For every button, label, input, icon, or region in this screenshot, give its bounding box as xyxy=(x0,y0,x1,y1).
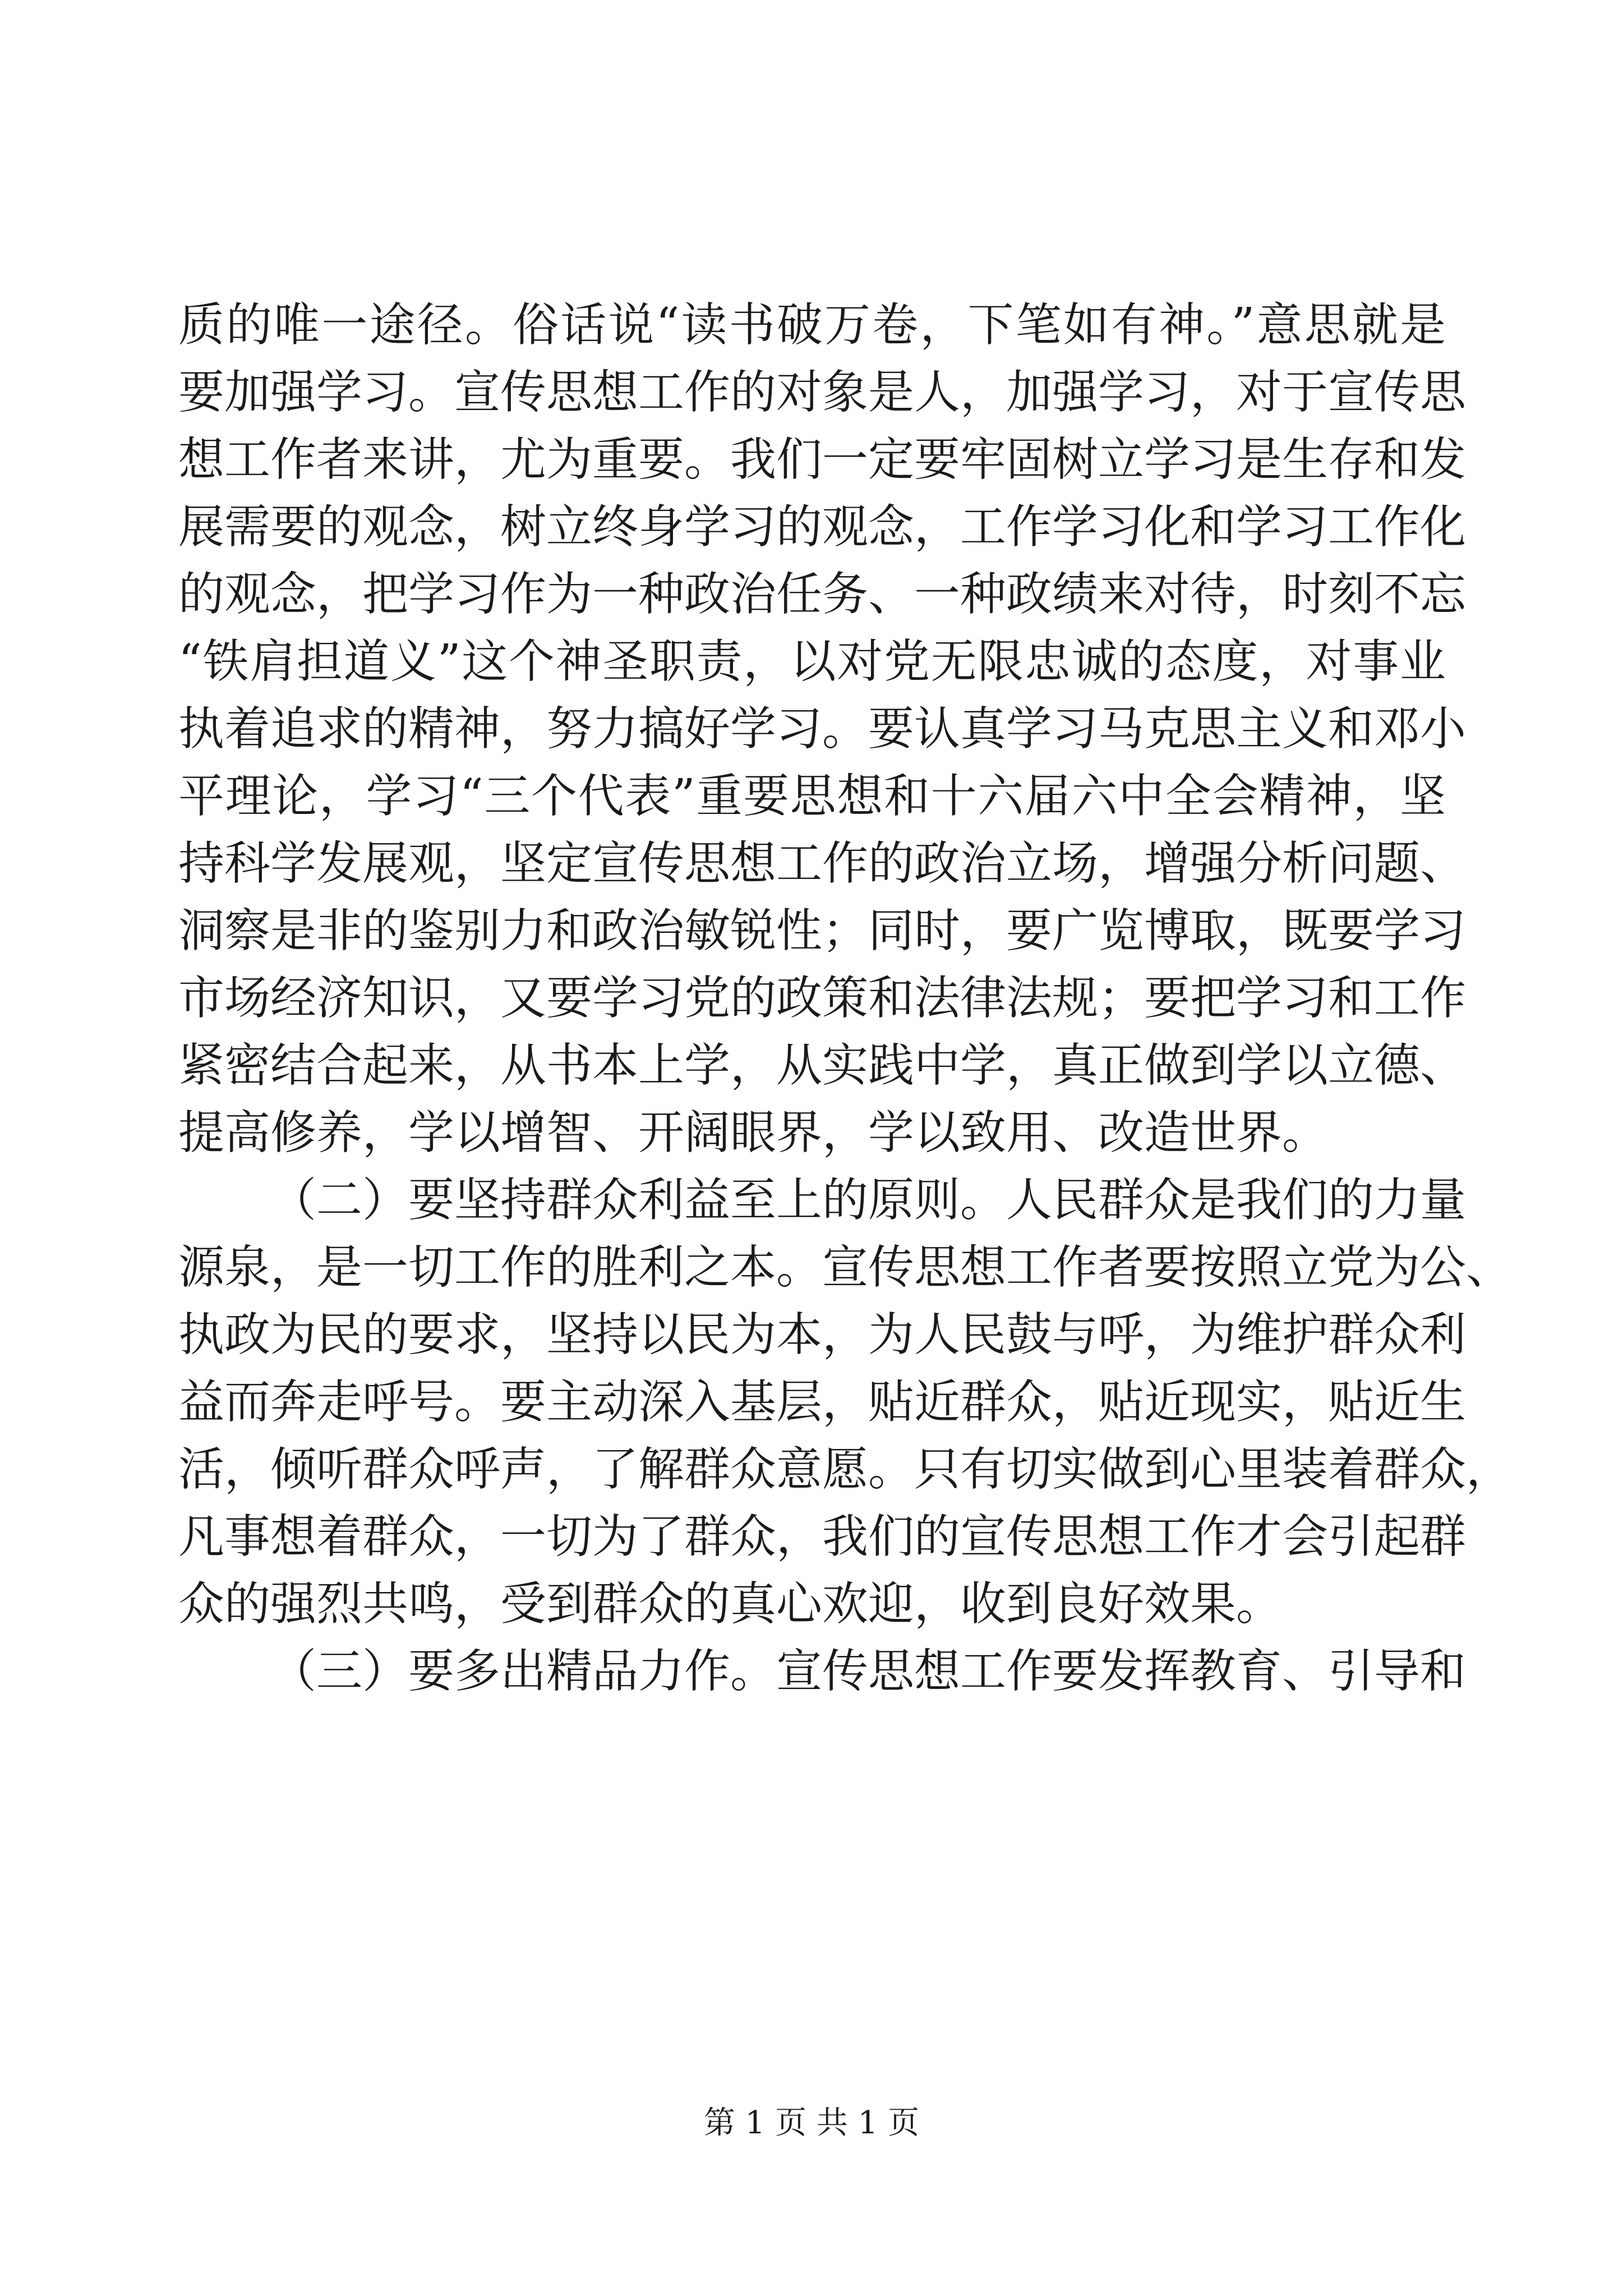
text-line: 市场经济知识，又要学习党的政策和法律法规；要把学习和工作 xyxy=(178,972,1467,1025)
text-line: 质的唯一途径。俗话说“读书破万卷，下笔如有神。”意思就是 xyxy=(178,298,1446,352)
text-line: 提高修养，学以增智、开阔眼界，学以致用、改造世界。 xyxy=(178,1106,1329,1159)
page-footer: 第 1 页 共 1 页 xyxy=(703,2105,920,2141)
text-line: 的观念，把学习作为一种政治任务、一种政绩来对待，时刻不忘 xyxy=(178,568,1467,621)
text-line: 要加强学习。宣传思想工作的对象是人，加强学习，对于宣传思 xyxy=(178,366,1467,419)
text-line: 执政为民的要求，坚持以民为本，为人民鼓与呼，为维护群众利 xyxy=(178,1308,1467,1361)
text-line: 源泉，是一切工作的胜利之本。宣传思想工作者要按照立党为公、 xyxy=(178,1241,1513,1294)
text-line: 益而奔走呼号。要主动深入基层，贴近群众，贴近现实，贴近生 xyxy=(178,1375,1467,1429)
paragraph-heading-line: （二）要坚持群众利益至上的原则。人民群众是我们的力量 xyxy=(270,1174,1467,1227)
text-line: 洞察是非的鉴别力和政治敏锐性；同时，要广览博取，既要学习 xyxy=(178,904,1467,958)
text-line: 活，倾听群众呼声，了解群众意愿。只有切实做到心里装着群众， xyxy=(178,1443,1513,1496)
text-line: 紧密结合起来，从书本上学，从实践中学，真正做到学以立德、 xyxy=(178,1039,1467,1092)
text-line: 持科学发展观，坚定宣传思想工作的政治立场，增强分析问题、 xyxy=(178,837,1467,890)
body-text xyxy=(178,292,1513,1705)
text-line: 展需要的观念，树立终身学习的观念，工作学习化和学习工作化 xyxy=(178,500,1467,554)
text-line: 凡事想着群众，一切为了群众，我们的宣传思想工作才会引起群 xyxy=(178,1510,1467,1563)
text-line: 众的强烈共鸣，受到群众的真心欢迎，收到良好效果。 xyxy=(178,1577,1283,1631)
paragraph-heading-line: （三）要多出精品力作。宣传思想工作要发挥教育、引导和 xyxy=(270,1645,1467,1698)
text-line: 平理论，学习“三个代表”重要思想和十六届六中全会精神，坚 xyxy=(178,770,1446,823)
text-line: 执着追求的精神，努力搞好学习。要认真学习马克思主义和邓小 xyxy=(178,702,1467,756)
text-line: 想工作者来讲，尤为重要。我们一定要牢固树立学习是生存和发 xyxy=(178,433,1467,486)
text-line: “铁肩担道义”这个神圣职责，以对党无限忠诚的态度，对事业 xyxy=(178,635,1446,688)
